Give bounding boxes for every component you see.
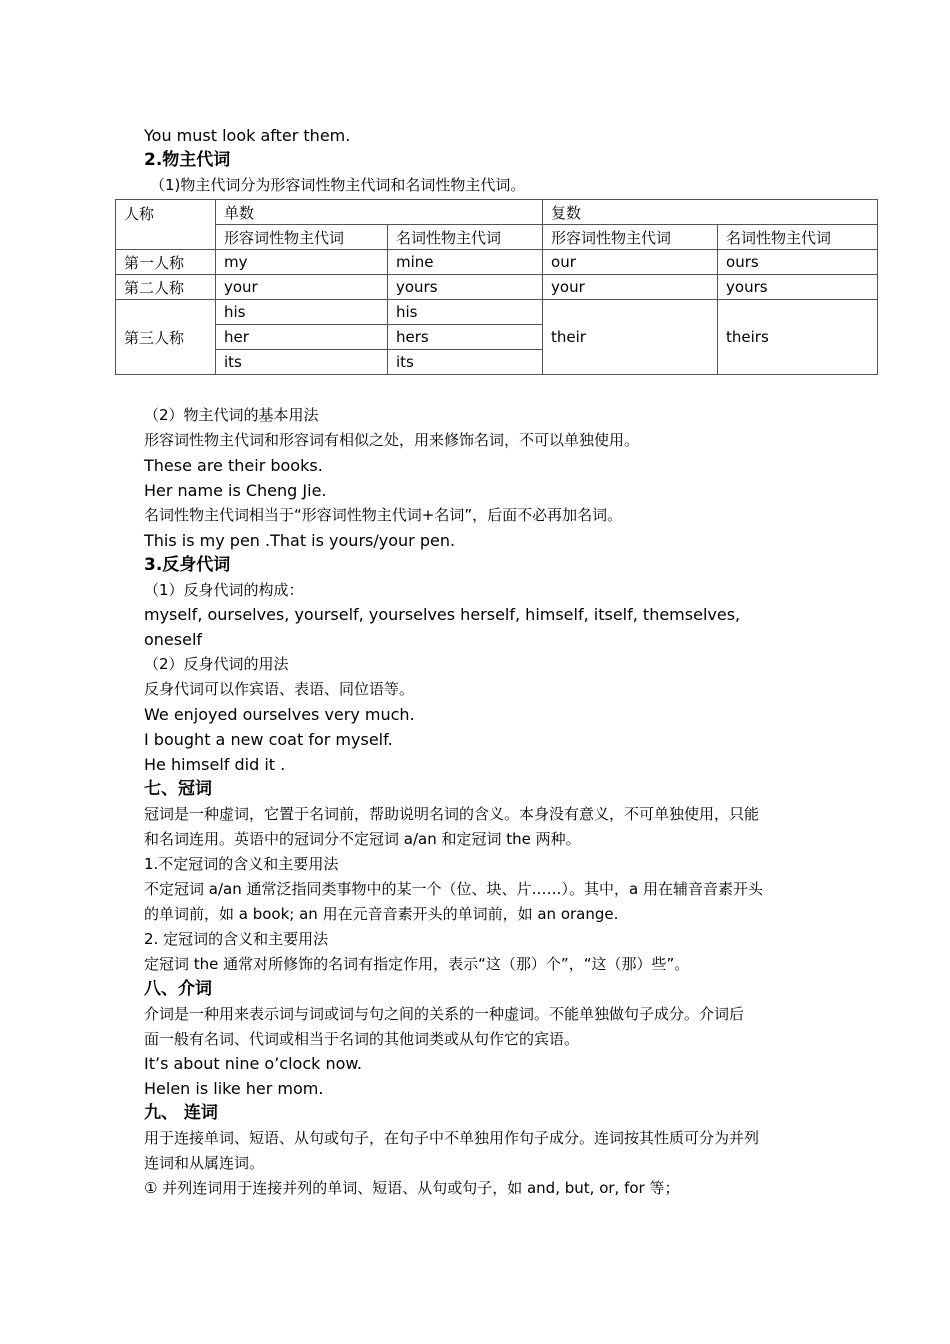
table-cell: mine <box>388 250 543 275</box>
table-cell: ours <box>718 250 878 275</box>
example-sentence: I bought a new coat for myself. <box>144 730 393 749</box>
possessive-pronoun-table <box>115 199 878 375</box>
table-row <box>116 250 878 275</box>
subsection-heading: （2）反身代词的用法 <box>144 655 289 673</box>
table-cell: its <box>216 350 388 375</box>
table-cell: my <box>216 250 388 275</box>
table-subheader-adj: 形容词性物主代词 <box>216 225 388 250</box>
subsection-heading: （2）物主代词的基本用法 <box>144 406 319 424</box>
section-heading-reflexive: 3.反身代词 <box>144 555 231 575</box>
section-heading-prepositions: 八、介词 <box>144 979 212 999</box>
example-sentence: These are their books. <box>144 456 323 475</box>
table-cell: hers <box>388 325 543 350</box>
paragraph-line: 反身代词可以作宾语、表语、同位语等。 <box>144 680 415 698</box>
paragraph-line: 面一般有名词、代词或相当于名词的其他词类或从句作它的宾语。 <box>144 1030 580 1048</box>
table-cell: your <box>543 275 718 300</box>
person-cell: 第三人称 <box>116 300 216 375</box>
paragraph-line: myself, ourselves, yourself, yourselves herself, himself, itself, themselves, <box>144 605 741 624</box>
subsection-heading: （1)物主代词分为形容词性物主代词和名词性物主代词。 <box>150 176 526 194</box>
table-cell: yours <box>718 275 878 300</box>
section-heading-articles: 七、冠词 <box>144 779 212 799</box>
table-corner-header: 人称 <box>116 200 216 250</box>
table-row <box>116 300 878 325</box>
list-item: ① 并列连词用于连接并列的单词、短语、从句或句子，如 and, but, or, for 等； <box>144 1179 680 1197</box>
paragraph-line: 形容词性物主代词和形容词有相似之处，用来修饰名词，不可以单独使用。 <box>144 431 640 449</box>
table-group-singular: 单数 <box>216 200 543 225</box>
example-sentence: He himself did it . <box>144 755 286 774</box>
paragraph-line: 名词性物主代词相当于“形容词性物主代词+名词”，后面不必再加名词。 <box>144 506 623 524</box>
table-subheader-noun: 名词性物主代词 <box>718 225 878 250</box>
table-cell: his <box>388 300 543 325</box>
person-cell: 第二人称 <box>116 275 216 300</box>
paragraph-line: 用于连接单词、短语、从句或句子，在句子中不单独用作句子成分。连词按其性质可分为并列 <box>144 1129 760 1147</box>
table-cell: yours <box>388 275 543 300</box>
example-sentence: This is my pen .That is yours/your pen. <box>144 531 456 550</box>
paragraph-line: 定冠词 the 通常对所修饰的名词有指定作用，表示“这（那）个”，“这（那）些”。 <box>144 955 690 973</box>
paragraph-line: oneself <box>144 630 203 649</box>
table-subheader-adj: 形容词性物主代词 <box>543 225 718 250</box>
table-cell: their <box>543 300 718 375</box>
paragraph-line: 连词和从属连词。 <box>144 1154 265 1172</box>
example-sentence: Helen is like her mom. <box>144 1079 324 1098</box>
section-heading-possessive: 2.物主代词 <box>144 150 231 170</box>
example-sentence: Her name is Cheng Jie. <box>144 481 327 500</box>
paragraph-line: 和名词连用。英语中的冠词分不定冠词 a/an 和定冠词 the 两种。 <box>144 830 581 848</box>
example-sentence: It’s about nine o’clock now. <box>144 1054 363 1073</box>
table-subheader-noun: 名词性物主代词 <box>388 225 543 250</box>
table-cell: theirs <box>718 300 878 375</box>
table-cell: its <box>388 350 543 375</box>
table-cell: her <box>216 325 388 350</box>
paragraph-line: 不定冠词 a/an 通常泛指同类事物中的某一个（位、块、片……）。其中，a 用在辅音音素开头 <box>144 880 763 898</box>
subsection-heading: 2. 定冠词的含义和主要用法 <box>144 930 329 948</box>
subsection-heading: 1.不定冠词的含义和主要用法 <box>144 855 339 873</box>
person-cell: 第一人称 <box>116 250 216 275</box>
paragraph-line: 介词是一种用来表示词与词或词与句之间的关系的一种虚词。不能单独做句子成分。介词后 <box>144 1005 745 1023</box>
table-row <box>116 275 878 300</box>
subsection-heading: （1）反身代词的构成： <box>144 581 304 599</box>
table-group-plural: 复数 <box>543 200 878 225</box>
table-cell: our <box>543 250 718 275</box>
example-sentence: You must look after them. <box>144 126 351 145</box>
table-cell: his <box>216 300 388 325</box>
paragraph-line: 的单词前，如 a book; an 用在元音音素开头的单词前，如 an orange. <box>144 905 619 923</box>
paragraph-line: 冠词是一种虚词，它置于名词前，帮助说明名词的含义。本身没有意义，不可单独使用，只能 <box>144 805 760 823</box>
section-heading-conjunctions: 九、 连词 <box>144 1103 218 1123</box>
example-sentence: We enjoyed ourselves very much. <box>144 705 415 724</box>
table-cell: your <box>216 275 388 300</box>
